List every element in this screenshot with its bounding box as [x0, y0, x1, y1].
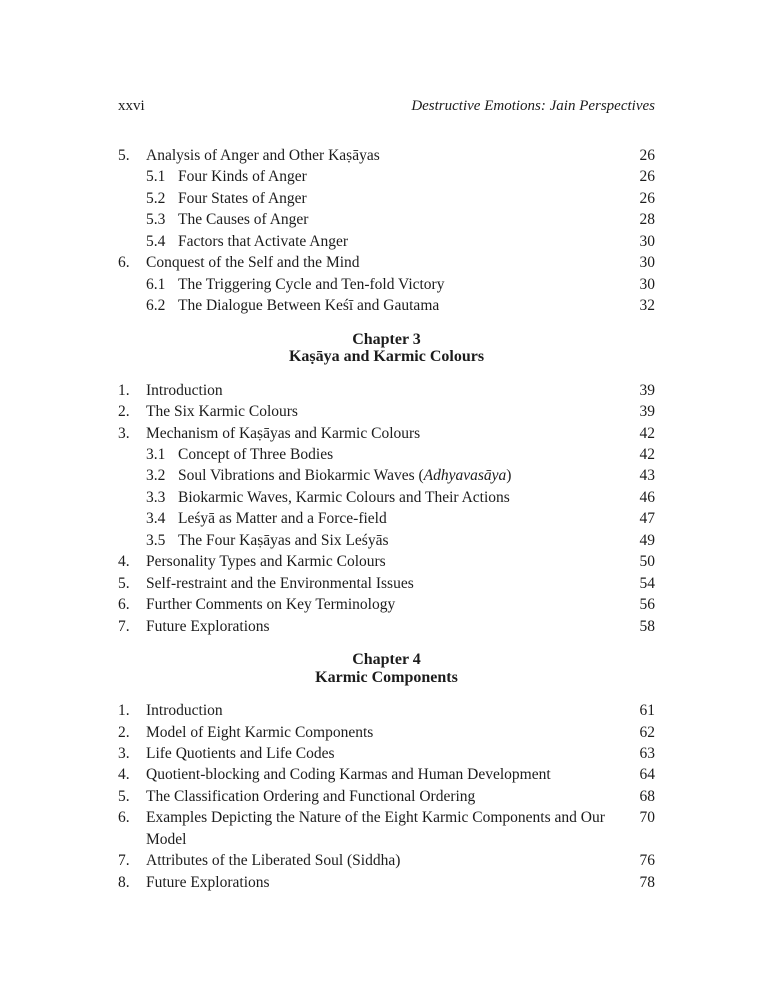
entry-number: 5.	[118, 574, 130, 592]
entry-title	[178, 274, 632, 295]
toc-subentry	[118, 508, 655, 529]
entry-title-segment: Life Quotients and Life Codes	[146, 744, 335, 762]
toc-subentry	[118, 444, 655, 465]
toc-entry	[118, 807, 655, 850]
entry-title-segment: Mechanism of Kaṣāyas and Karmic Colours	[146, 424, 421, 442]
toc-entry	[118, 252, 655, 273]
entry-title-italic-segment: Adhyavasāya	[423, 467, 507, 485]
entry-title-segment: Conquest of the Self and the Mind	[146, 254, 360, 272]
table-of-contents	[118, 145, 655, 893]
entry-page-number: 49	[639, 531, 655, 549]
entry-title	[146, 551, 632, 572]
entry-page-number: 39	[639, 403, 655, 421]
chapter-heading-number: Chapter 4	[352, 651, 421, 669]
entry-page-number: 47	[639, 510, 655, 528]
entry-page-number: 56	[639, 596, 655, 614]
toc-section	[118, 331, 655, 637]
entry-title	[178, 231, 632, 252]
entry-title-segment: The Causes of Anger	[178, 211, 309, 229]
chapter-heading-title: Karmic Components	[315, 668, 458, 686]
entry-title-segment: )	[506, 467, 512, 485]
entry-title	[178, 166, 632, 187]
chapter-heading-number: Chapter 3	[352, 330, 421, 348]
entry-title	[146, 145, 632, 166]
entry-page-number: 54	[639, 574, 655, 592]
toc-entry	[118, 700, 655, 721]
entry-number: 2.	[118, 403, 130, 421]
toc-subentry	[118, 295, 655, 316]
entry-number: 6.	[118, 254, 130, 272]
toc-entry	[118, 872, 655, 893]
entry-title	[178, 508, 632, 529]
entry-title	[146, 252, 632, 273]
entry-number: 4.	[118, 766, 130, 784]
entry-title	[146, 872, 632, 893]
folio-page-number: xxvi	[118, 98, 145, 114]
entry-page-number: 64	[639, 766, 655, 784]
entry-title	[146, 786, 632, 807]
entry-number: 7.	[118, 617, 130, 635]
entry-page-number: 30	[639, 254, 655, 272]
entry-title	[146, 423, 632, 444]
entry-page-number: 50	[639, 553, 655, 571]
entry-page-number: 26	[639, 189, 655, 207]
toc-entry	[118, 423, 655, 444]
entry-page-number: 78	[639, 873, 655, 891]
entry-number: 5.	[118, 147, 130, 164]
entry-page-number: 42	[639, 445, 655, 463]
entry-number: 6.	[118, 809, 130, 827]
entry-title	[146, 807, 632, 850]
entry-number: 3.3	[146, 488, 166, 506]
entry-title	[146, 722, 632, 743]
entry-title	[146, 700, 632, 721]
entry-page-number: 76	[639, 852, 655, 870]
entry-page-number: 63	[639, 744, 655, 762]
entry-number: 5.2	[146, 189, 166, 207]
entry-title-segment: The Four Kaṣāyas and Six Leśyās	[178, 531, 389, 549]
toc-entry	[118, 594, 655, 615]
entry-title	[146, 743, 632, 764]
entry-page-number: 70	[639, 809, 655, 827]
toc-entry	[118, 764, 655, 785]
toc-section	[118, 651, 655, 893]
entry-number: 6.1	[146, 275, 166, 293]
toc-subentry	[118, 530, 655, 551]
entry-title-segment: Leśyā as Matter and a Force-field	[178, 510, 387, 528]
running-header	[118, 97, 655, 116]
toc-entry	[118, 743, 655, 764]
entry-page-number: 68	[639, 787, 655, 805]
entry-title-segment: Further Comments on Key Terminology	[146, 596, 396, 614]
toc-subentry	[118, 188, 655, 209]
entry-title-segment: Analysis of Anger and Other Kaṣāyas	[146, 147, 380, 164]
toc-entry	[118, 616, 655, 637]
entry-title	[178, 487, 632, 508]
entry-title-segment: The Classification Ordering and Functional Ordering	[146, 787, 476, 805]
entry-title-segment: Self-restraint and the Environmental Issues	[146, 574, 414, 592]
toc-entry	[118, 850, 655, 871]
entry-title	[146, 573, 632, 594]
entry-title-segment: The Six Karmic Colours	[146, 403, 298, 421]
entry-title-segment: Introduction	[146, 381, 223, 399]
entry-title	[146, 850, 632, 871]
entry-title	[146, 764, 632, 785]
entry-title-segment: Soul Vibrations and Biokarmic Waves (	[178, 467, 424, 485]
entry-title-segment: Four Kinds of Anger	[178, 168, 307, 186]
entry-title	[146, 380, 632, 401]
entry-number: 3.	[118, 744, 130, 762]
toc-subentry	[118, 487, 655, 508]
entry-title	[178, 444, 632, 465]
entry-title	[178, 209, 632, 230]
toc-entry	[118, 722, 655, 743]
entry-title-segment: Personality Types and Karmic Colours	[146, 553, 386, 571]
entry-number: 4.	[118, 553, 130, 571]
entry-number: 3.	[118, 424, 130, 442]
entry-page-number: 32	[639, 297, 655, 315]
toc-entry	[118, 786, 655, 807]
entry-page-number: 28	[639, 211, 655, 229]
entry-number: 1.	[118, 381, 130, 399]
entry-title-segment: Future Explorations	[146, 873, 270, 891]
entry-number: 3.2	[146, 467, 166, 485]
toc-entry	[118, 573, 655, 594]
toc-subentry	[118, 231, 655, 252]
toc-entry	[118, 551, 655, 572]
entry-number: 1.	[118, 702, 130, 720]
entry-title-segment: Future Explorations	[146, 617, 270, 635]
entry-number: 5.1	[146, 168, 166, 186]
toc-subentry	[118, 166, 655, 187]
entry-page-number: 58	[639, 617, 655, 635]
entry-title	[178, 465, 632, 486]
toc-entry	[118, 380, 655, 401]
entry-title-segment: Examples Depicting the Nature of the Eight Karmic Components and Our Model	[146, 809, 605, 848]
entry-title	[146, 401, 632, 422]
entry-number: 8.	[118, 873, 130, 891]
toc-section	[118, 145, 655, 317]
toc-entry	[118, 401, 655, 422]
entry-title-segment: Quotient-blocking and Coding Karmas and Human Development	[146, 766, 551, 784]
entry-title	[178, 188, 632, 209]
entry-title	[146, 594, 632, 615]
entry-page-number: 39	[639, 381, 655, 399]
entry-number: 3.5	[146, 531, 166, 549]
entry-title-segment: Factors that Activate Anger	[178, 232, 349, 250]
entry-number: 5.	[118, 787, 130, 805]
entry-title-segment: Concept of Three Bodies	[178, 445, 334, 463]
entry-title-segment: Attributes of the Liberated Soul (Siddha)	[146, 852, 401, 870]
entry-title-segment: Four States of Anger	[178, 189, 307, 207]
entry-page-number: 61	[639, 702, 655, 720]
entry-page-number: 26	[639, 168, 655, 186]
toc-subentry	[118, 274, 655, 295]
entry-title-segment: Biokarmic Waves, Karmic Colours and Their Actions	[178, 488, 510, 506]
entry-page-number: 30	[639, 275, 655, 293]
entry-number: 5.3	[146, 211, 166, 229]
entry-title	[146, 616, 632, 637]
toc-entry	[118, 145, 655, 166]
chapter-heading	[118, 331, 655, 366]
entry-title	[178, 530, 632, 551]
entry-number: 5.4	[146, 232, 166, 250]
entry-page-number: 43	[639, 467, 655, 485]
entry-page-number: 30	[639, 232, 655, 250]
entry-number: 2.	[118, 723, 130, 741]
entry-title-segment: Model of Eight Karmic Components	[146, 723, 374, 741]
entry-number: 3.4	[146, 510, 166, 528]
entry-page-number: 46	[639, 488, 655, 506]
entry-title-segment: The Triggering Cycle and Ten-fold Victory	[178, 275, 445, 293]
entry-number: 7.	[118, 852, 130, 870]
entry-title-segment: Introduction	[146, 702, 223, 720]
entry-title	[178, 295, 632, 316]
entry-number: 3.1	[146, 445, 166, 463]
entry-page-number: 62	[639, 723, 655, 741]
toc-subentry	[118, 209, 655, 230]
chapter-heading-title: Kaṣāya and Karmic Colours	[288, 348, 485, 366]
toc-subentry	[118, 465, 655, 486]
running-title: Destructive Emotions: Jain Perspectives	[411, 98, 655, 114]
entry-title-segment: The Dialogue Between Keśī and Gautama	[178, 297, 440, 315]
entry-page-number: 26	[639, 147, 655, 164]
entry-number: 6.2	[146, 297, 166, 315]
entry-page-number: 42	[639, 424, 655, 442]
entry-number: 6.	[118, 596, 130, 614]
chapter-heading	[118, 651, 655, 686]
